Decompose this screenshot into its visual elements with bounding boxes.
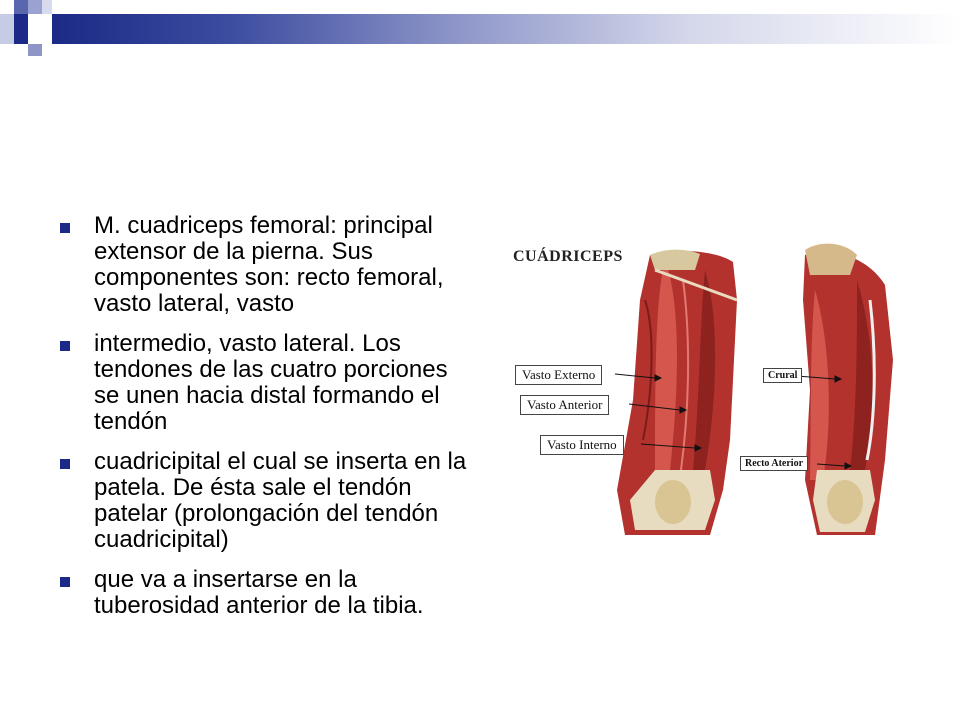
label-crural: Crural bbox=[763, 368, 802, 383]
square-bullet-icon bbox=[60, 341, 70, 351]
bullet-text: intermedio, vasto lateral. Los tendones de las cuatro porciones se unen hacia distal formando el tendón bbox=[94, 330, 448, 435]
label-recto-aterior: Recto Aterior bbox=[740, 456, 808, 471]
bullet-text: que va a insertarse en la tuberosidad anterior de la tibia. bbox=[94, 566, 424, 619]
bullet-text: M. cuadriceps femoral: principal extensor de la pierna. Sus componentes son: recto femoral, vasto lateral, vasto bbox=[94, 212, 444, 317]
slide-header-decoration bbox=[0, 0, 960, 60]
header-square bbox=[28, 30, 42, 44]
leg-anatomy-drawing bbox=[505, 240, 905, 540]
header-square bbox=[42, 0, 52, 14]
header-square bbox=[28, 44, 42, 56]
square-bullet-icon bbox=[60, 577, 70, 587]
bullet-list bbox=[58, 213, 478, 633]
header-gradient-bar bbox=[52, 14, 960, 44]
header-square bbox=[0, 0, 14, 14]
label-vasto-externo: Vasto Externo bbox=[515, 365, 602, 385]
header-square bbox=[14, 0, 28, 14]
header-square bbox=[14, 14, 28, 44]
label-vasto-anterior: Vasto Anterior bbox=[520, 395, 609, 415]
label-vasto-interno: Vasto Interno bbox=[540, 435, 624, 455]
header-square bbox=[0, 14, 14, 44]
bullet-item bbox=[58, 449, 478, 553]
bullet-item bbox=[58, 331, 478, 435]
quadriceps-illustration bbox=[505, 240, 905, 540]
right-leg bbox=[803, 244, 893, 535]
header-square bbox=[28, 0, 42, 14]
square-bullet-icon bbox=[60, 223, 70, 233]
square-bullet-icon bbox=[60, 459, 70, 469]
bullet-item bbox=[58, 567, 478, 619]
bullet-item bbox=[58, 213, 478, 317]
left-leg bbox=[617, 250, 737, 535]
bullet-text: cuadricipital el cual se inserta en la patela. De ésta sale el tendón patelar (prolongación del tendón cuadricipital) bbox=[94, 448, 467, 553]
figure-title: CUÁDRICEPS bbox=[513, 248, 623, 265]
